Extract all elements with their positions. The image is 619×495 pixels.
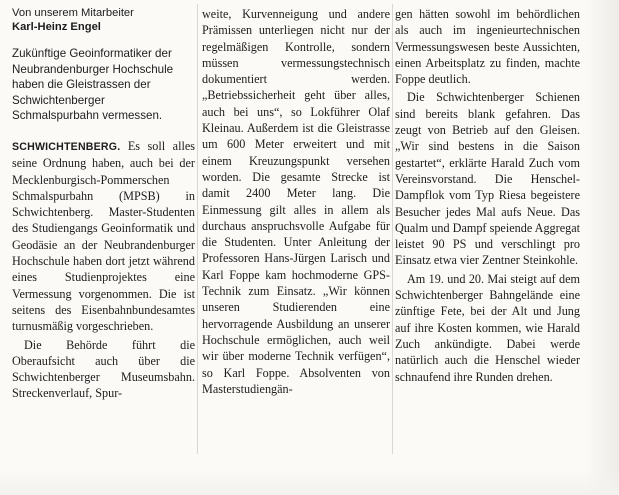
column-3 — [395, 6, 580, 385]
body-paragraph: Am 19. und 20. Mai steigt auf dem Schwichtenberger Bahngelände eine zünftige Fete, bei der Alt und Jung auf ihre Kosten kommen, wie Harald Zuch ankündigte. Dabei werde natürlich auch die Henschel wieder schnaufend ihre Runden drehen. — [395, 271, 580, 384]
column-divider — [392, 4, 393, 454]
column-1 — [12, 6, 195, 402]
body-paragraph — [12, 138, 195, 335]
byline-intro: Von unserem Mitarbeiter — [12, 7, 134, 19]
body-paragraph-continued: gen hätten sowohl im behördlichen als auch im ingenieurtechnischen Vermessungswesen beste Aussichten, einen Arbeitsplatz zu finden, machte Foppe deutlich. — [395, 7, 580, 87]
body-paragraph: Die Behörde führt die Oberaufsicht auch über die Schwichtenberger Museumsbahn. Streckenverlauf, Spur- — [12, 337, 195, 401]
dateline: SCHWICHTENBERG. — [12, 140, 121, 153]
byline-author: Karl-Heinz Engel — [12, 21, 101, 33]
body-paragraph: Die Schwichtenberger Schienen sind bereits blank gefahren. Das zeugt von Betrieb auf den Gleisen. „Wir sind bestens in die Saison gestartet“, erklärte Harald Zuch vom Vereinsvorstand. Die Henschel-Dampflok vom Typ Riesa begeistere Besucher jedes Mal aufs Neue. Das Qualm und Dampf speiende Aggregat leistet 90 PS und verschlingt pro Einsatz etwa vier Zentner Steinkohle. — [395, 90, 580, 268]
paragraph-text: Es soll alles seine Ordnung haben, auch bei der Mecklenburgisch-Pommerschen Schmalspurbahn (MPSB) in Schwichtenberg. Master-Studenten des Studiengangs Geoinformatik und Geodäsie an der Neubrandenburger Hochschule haben dort jetzt während eines Studienprojektes eine Vermessung vorgenommen. Die ist seitens des Eisenbahnbundesamtes turnusmäßig vorgeschrieben. — [12, 138, 195, 334]
article-lead: Zukünftige Geoinformatiker der Neubrandenburger Hochschule haben die Gleistrassen der Schwichtenberger Schmalspurbahn vermessen. — [12, 47, 174, 123]
body-paragraph-continued: weite, Kurvenneigung und andere Prämissen unterliegen nicht nur der regelmäßigen Kontrolle, sondern müssen vermessungstechnisch dokumentiert werden. „Betriebssicherheit geht über alles, auch bei uns“, so Lokführer Olaf Kleinau. Außerdem ist die Gleistrasse um 600 Meter erweitert und mit einem Kreuzungspunkt versehen worden. Die gesamte Strecke ist damit 2400 Meter lang. Die Einmessung gilt alles in allem als durchaus anspruchsvolle Aufgabe für die Studenten. Unter Anleitung der Professoren Hans-Jürgen Larisch und Karl Foppe kam hochmoderne GPS-Technik zum Einsatz. „Wir können unseren Studierenden eine hervorragende Ausbildung an unserer Hochschule ermöglichen, auch weil wir über moderne Technik verfügen“, so Karl Foppe. Absolventen von Masterstudiengän- — [202, 7, 390, 396]
scan-bottom-tone — [0, 469, 619, 495]
scan-edge-shadow — [585, 0, 619, 495]
column-divider — [197, 4, 198, 454]
column-2 — [202, 6, 390, 397]
